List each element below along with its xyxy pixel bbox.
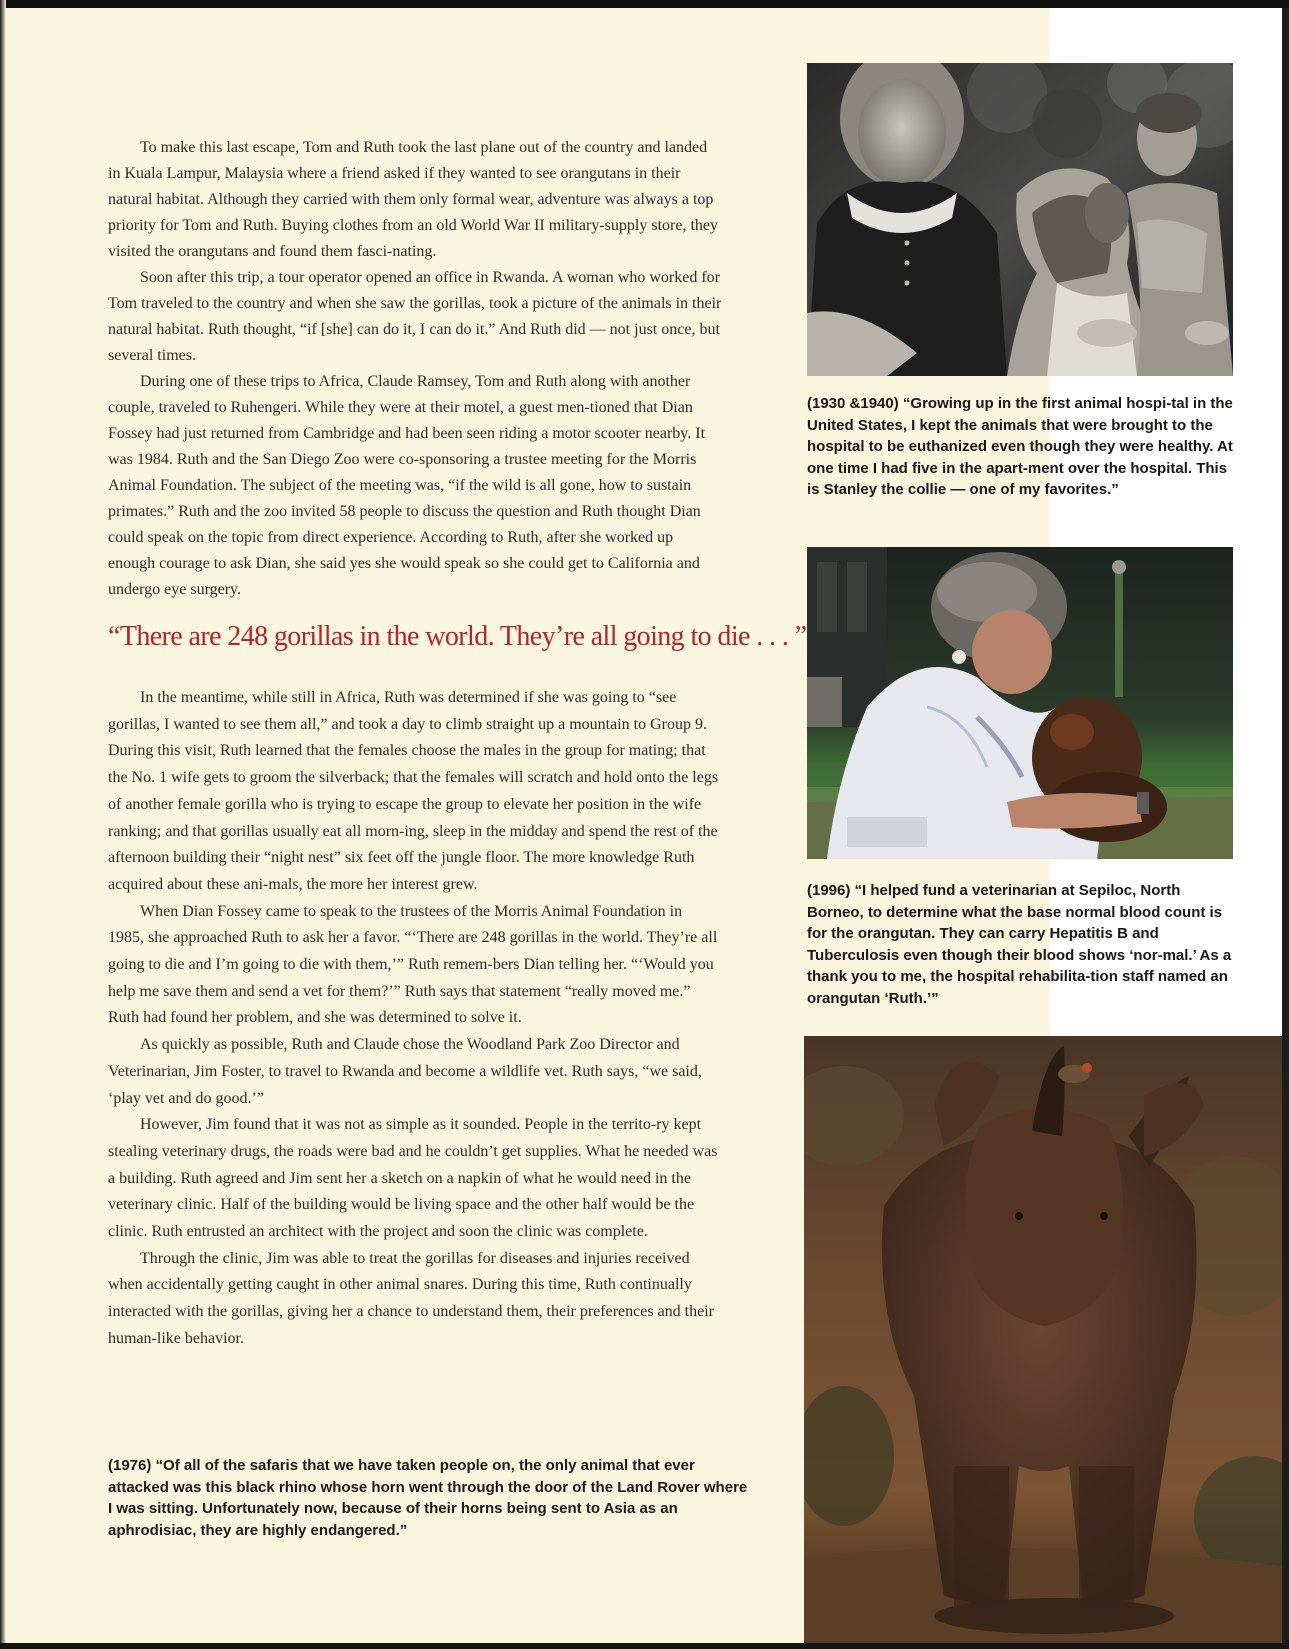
photo-black-rhino xyxy=(804,1036,1282,1643)
photo-woman-orangutan xyxy=(807,547,1233,859)
paragraph-clinic-treatment: Through the clinic, Jim was able to treat the gorillas for diseases and injuries received when accidentally getting caught in other animal snares. During this time, Ruth continually interacted with the gorillas, giving her a chance to understand them, their preferences and their human-like behavior. xyxy=(108,1249,714,1347)
paragraph-ruhengeri-dian-fossey: During one of these trips to Africa, Claude Ramsey, Tom and Ruth along with another couple, traveled to Ruhengeri. While they were at their motel, a guest men-tioned that Dian Fossey had just returned from Cambridge and had been seen riding a motor scooter nearby. It was 1984. Ruth and the San Diego Zoo were co-sponsoring a trustee meeting for the Morris Animal Foundation. The subject of the meeting was, “if the wild is all gone, how to sustain primates.” Ruth and the zoo invited 58 people to discuss the question and Ruth thought Dian could speak on the topic from direct experience. According to Ruth, after she worked up enough courage to ask Dian, she said yes she would speak so she could get to California and undergo eye surgery. xyxy=(108,373,706,598)
pull-quote: “There are 248 gorillas in the world. They’re all going to die . . . ” xyxy=(108,621,807,652)
paragraph-rwanda-tour: Soon after this trip, a tour operator opened an office in Rwanda. A woman who worked for Tom traveled to the country and when she saw the gorillas, took a picture of the animals in their natural habitat. Ruth thought, “if [she] can do it, I can do it.” And Ruth did — not just once, but several times. xyxy=(108,269,722,364)
page-left-edge xyxy=(0,0,6,1649)
article-body-section-2 xyxy=(108,685,722,1353)
page-bottom-edge xyxy=(0,1643,1289,1649)
paragraph-clinic-building: However, Jim found that it was not as simple as it sounded. People in the territo-ry kept stealing veterinary drugs, the roads were bad and he couldn’t get supplies. What he needed was a building. Ruth agreed and Jim sent her a sketch on a napkin of what he would need in the veterinary clinic. Half of the building would be living space and the other half would be the clinic. Ruth entrusted an architect with the project and soon the clinic was complete. xyxy=(108,1116,718,1241)
page-right-edge xyxy=(1282,8,1289,1649)
paragraph-morris-foundation: When Dian Fossey came to speak to the trustees of the Morris Animal Foundation in 1985, she approached Ruth to ask her a favor. “‘There are 248 gorillas in the world. They’re all going to die and I’m going to die with them,’” Ruth remem-bers Dian telling her. “‘Would you help me save them and send a vet for them?’” Ruth says that statement “really moved me.” Ruth had found her problem, and she was determined to solve it. xyxy=(108,902,718,1027)
paragraph-escape-kuala-lampur: To make this last escape, Tom and Ruth took the last plane out of the country and landed in Kuala Lampur, Malaysia where a friend asked if they wanted to see orangutans in their natural habitat. Although they carried with them only formal wear, adventure was always a top priority for Tom and Ruth. Buying clothes from an old World War II military-supply store, they visited the orangutans and found them fasci-nating. xyxy=(108,139,718,260)
rhino-photo-caption: (1976) “Of all of the safaris that we have taken people on, the only animal that ever attacked was this black rhino whose horn went through the door of the Land Rover where I was sitting. Unfortunately now, because of their horns being sent to Asia as an aphrodisiac, they are highly endangered.” xyxy=(108,1457,748,1539)
caption-childhood-collie: (1930 &1940) “Growing up in the first animal hospi-tal in the United States, I kept the animals that were brought to the hospital to be euthanized even though they were healthy. At one time I had five in the apart-ment over the hospital. This is Stanley the collie — one of my favorites.” xyxy=(807,395,1233,498)
caption-sepiloc-orangutan: (1996) “I helped fund a veterinarian at Sepiloc, North Borneo, to determine what the base normal blood count is for the orangutan. They can carry Hepatitis B and Tuberculosis even though their blood shows ‘nor-mal.’ As a thank you to me, the hospital rehabilita-tion staff named an orangutan ‘Ruth.’” xyxy=(807,882,1232,1007)
paragraph-jim-foster: As quickly as possible, Ruth and Claude chose the Woodland Park Zoo Director and Veterinarian, Jim Foster, to travel to Rwanda and become a wildlife vet. Ruth says, “we said, ‘play vet and do good.’” xyxy=(108,1036,702,1107)
page-top-border xyxy=(0,0,1289,8)
paragraph-group-9: In the meantime, while still in Africa, Ruth was determined if she was going to “see gorillas, I wanted to see them all,” and took a day to climb straight up a mountain to Group 9. During this visit, Ruth learned that the females choose the males in the group for mating; that the No. 1 wife gets to groom the silverback; that the females will scratch and hold onto the legs of another female gorilla who is trying to escape the group to elevate her position in the wife ranking; and that gorillas usually eat all morn-ing, sleep in the midday and spend the rest of the afternoon building their “night nest” six feet off the jungle floor. The more knowledge Ruth acquired about these ani-mals, the more her interest grew. xyxy=(108,689,719,893)
photo-childhood-collie xyxy=(807,63,1233,376)
article-body-section-1 xyxy=(108,135,722,603)
